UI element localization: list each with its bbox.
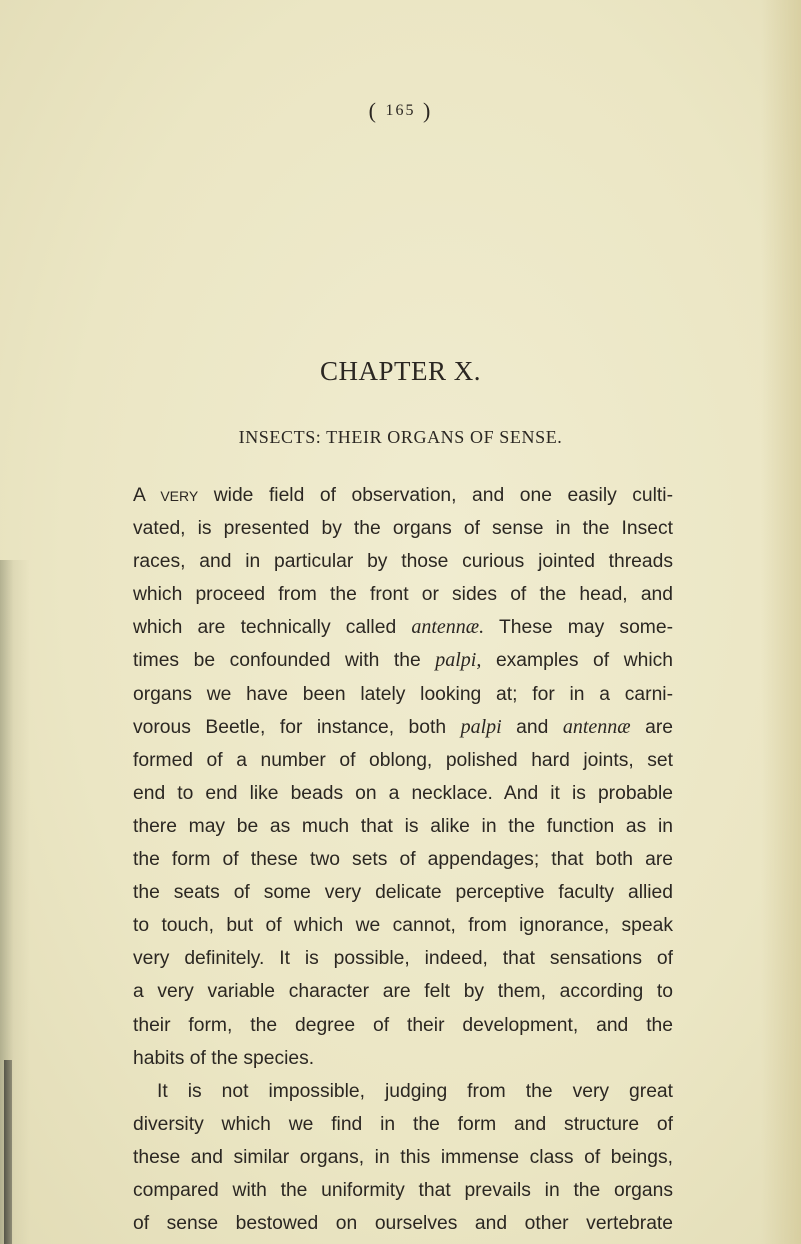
binding-edge bbox=[4, 1060, 12, 1244]
text-line bbox=[133, 644, 673, 677]
text-line: their form, the degree of their development, and the bbox=[133, 1014, 673, 1036]
text-line bbox=[133, 479, 673, 512]
drop-letter: A bbox=[133, 485, 145, 506]
text-line: diversity which we find in the form and structure of bbox=[133, 1113, 673, 1135]
page-number-open: ( bbox=[368, 98, 378, 123]
chapter-subtitle: INSECTS: THEIR ORGANS OF SENSE. bbox=[238, 427, 563, 447]
text-line: the seats of some very delicate perceptive faculty allied bbox=[133, 882, 673, 904]
text-line bbox=[133, 711, 673, 744]
text-line: formed of a number of oblong, polished hard joints, set bbox=[133, 749, 673, 771]
text-line: very definitely. It is possible, indeed, that sensations of bbox=[133, 948, 673, 970]
text-line: a very variable character are felt by them, according to bbox=[133, 981, 673, 1003]
text-line: organs we have been lately looking at; for in a carni- bbox=[133, 683, 673, 705]
small-caps-word: very bbox=[160, 484, 199, 506]
page-edge-shadow bbox=[761, 0, 801, 1244]
text-line: there may be as much that is alike in the function as in bbox=[133, 815, 673, 837]
line-text: examples of which bbox=[481, 650, 673, 672]
text-line: It is not impossible, judging from the very great bbox=[157, 1080, 673, 1102]
text-line: which proceed from the front or sides of the head, and bbox=[133, 584, 673, 606]
italic-term: palpi bbox=[460, 715, 502, 738]
text-line: these and similar organs, in this immense class of beings, bbox=[133, 1146, 673, 1168]
paragraph-2 bbox=[133, 1075, 673, 1240]
text-line: races, and in particular by those curious jointed threads bbox=[133, 551, 673, 573]
page-number-close: ) bbox=[423, 98, 433, 123]
text-line bbox=[133, 611, 673, 644]
line-text: These may some- bbox=[484, 617, 673, 639]
text-line: the form of these two sets of appendages; that both are bbox=[133, 849, 673, 871]
text-line: habits of the species. bbox=[133, 1047, 315, 1069]
line-text: vorous Beetle, for instance, both bbox=[133, 716, 461, 738]
line-text: wide field of observation, and one easily culti- bbox=[198, 485, 673, 506]
italic-term: palpi, bbox=[435, 649, 482, 672]
line-text: times be confounded with the bbox=[133, 650, 436, 672]
line-text: and bbox=[501, 716, 563, 738]
text-line: end to end like beads on a necklace. And it is probable bbox=[133, 782, 673, 804]
chapter-title: CHAPTER X. bbox=[319, 356, 481, 386]
text-line: to touch, but of which we cannot, from ignorance, speak bbox=[133, 915, 673, 937]
text-line: of sense bestowed on ourselves and other vertebrate bbox=[133, 1213, 673, 1235]
page-number-value: 165 bbox=[385, 102, 416, 119]
line-text: which are technically called bbox=[133, 617, 412, 639]
italic-term: antennæ. bbox=[411, 616, 485, 639]
text-line: vated, is presented by the organs of sense in the Insect bbox=[133, 518, 673, 540]
line-text: are bbox=[630, 716, 673, 738]
text-line: compared with the uniformity that prevails in the organs bbox=[133, 1179, 673, 1201]
paragraph-1 bbox=[133, 479, 673, 1075]
italic-term: antennæ bbox=[562, 715, 631, 738]
body-text bbox=[133, 479, 673, 1240]
page-number bbox=[0, 98, 801, 124]
